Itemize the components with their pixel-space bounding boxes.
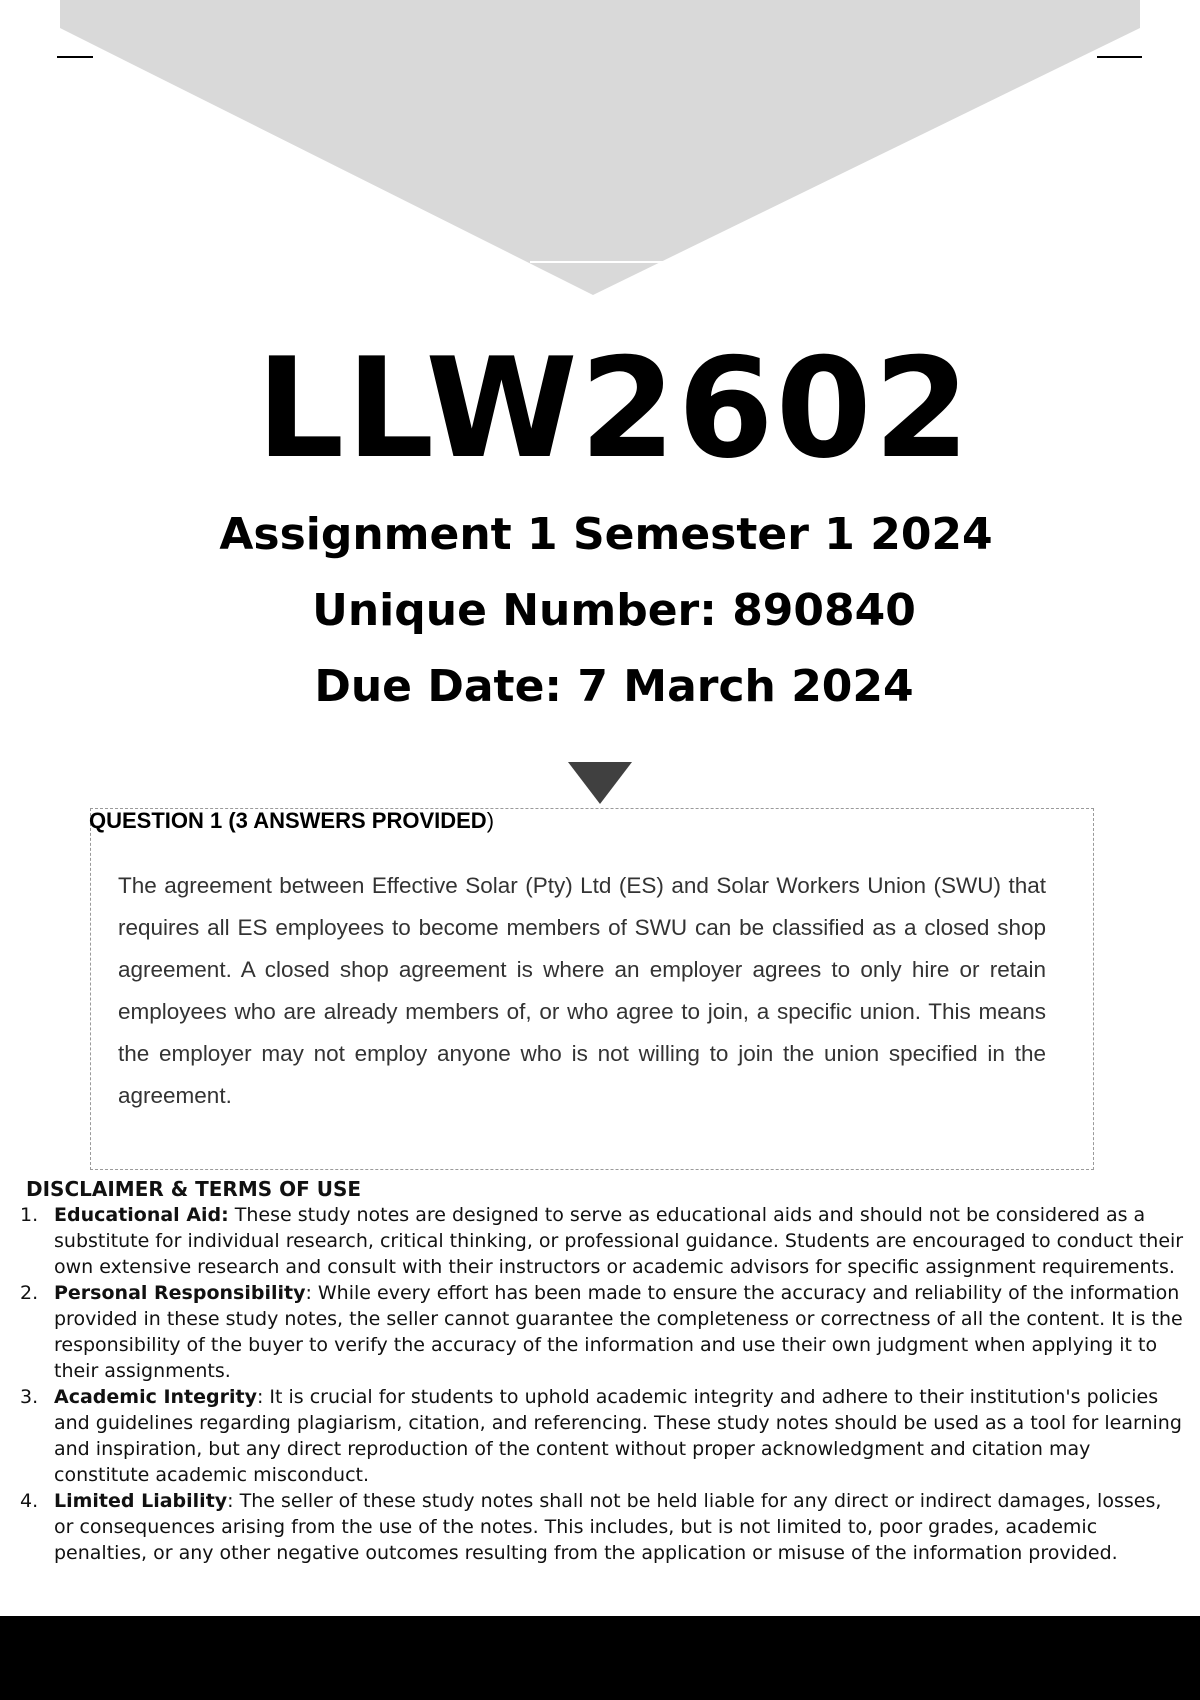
term-text: : It is crucial for students to uphold academic integrity and adhere to their institution's policies and guidelines regarding plagiarism, citation, and referencing. These study notes should be used as a tool for learning and inspiration, but any direct reproduction of the content without proper acknowledgment and citation may constitute academic misconduct. <box>54 1386 1182 1486</box>
disclaimer-section <box>20 1176 1185 1566</box>
down-triangle-icon <box>568 762 632 804</box>
term-number: 2. <box>20 1282 39 1304</box>
header-chevron-banner <box>0 0 1200 300</box>
term-title: Personal Responsibility <box>54 1282 306 1304</box>
term-number: 3. <box>20 1386 39 1408</box>
term-title: Academic Integrity <box>54 1386 257 1408</box>
term-number: 1. <box>20 1204 39 1226</box>
question-heading <box>89 810 494 832</box>
answer-text: The agreement between Effective Solar (Pty) Ltd (ES) and Solar Workers Union (SWU) that requires all ES employees to become members of SWU can be classified as a closed shop agreement. A closed shop agreement is where an employer agrees to only hire or retain employees who are already members of, or who agree to join, a specific union. This means the employer may not employ anyone who is not willing to join the union specified in the agreement. <box>118 873 1046 1108</box>
term-item-personal-responsibility <box>20 1280 1185 1384</box>
term-title: Limited Liability <box>54 1490 228 1512</box>
course-code: LLW2602 <box>256 328 972 489</box>
due-date-line <box>14 661 1200 712</box>
term-number: 4. <box>20 1490 39 1512</box>
disclaimer-heading: DISCLAIMER & TERMS OF USE <box>26 1177 362 1201</box>
due-date-value: 7 March 2024 <box>577 661 914 712</box>
question-heading-text: QUESTION 1 (3 ANSWERS PROVIDED <box>89 808 487 833</box>
footer-bar <box>0 1616 1200 1700</box>
unique-number-label: Unique Number: <box>312 585 717 636</box>
term-text: : While every effort has been made to ensure the accuracy and reliability of the information provided in these study notes, the seller cannot guarantee the completeness or correctness of all the content. It is the responsibility of the buyer to verify the accuracy of the information and use their own judgment when applying it to their assignments. <box>54 1282 1183 1382</box>
terms-list <box>20 1202 1185 1566</box>
assignment-line: Assignment 1 Semester 1 2024 <box>219 509 993 560</box>
term-item-academic-integrity <box>20 1384 1185 1488</box>
term-text: These study notes are designed to serve as educational aids and should not be considered as a substitute for individual research, critical thinking, or professional guidance. Students are encouraged to conduct their own extensive research and consult with their instructors or academic advisors for specific assignment requirements. <box>54 1204 1184 1278</box>
term-text: : The seller of these study notes shall not be held liable for any direct or indirect damages, losses, or consequences arising from the use of the notes. This includes, but is not limited to, poor grades, academic penalties, or any other negative outcomes resulting from the application or misuse of the information provided. <box>54 1490 1162 1564</box>
unique-number-value: 890840 <box>732 585 916 636</box>
term-title: Educational Aid: <box>54 1204 229 1226</box>
question-heading-paren: ) <box>486 808 495 833</box>
due-date-label: Due Date: <box>314 661 563 712</box>
term-item-limited-liability <box>20 1488 1185 1566</box>
unique-number-line <box>14 585 1200 636</box>
term-item-educational-aid <box>20 1202 1185 1280</box>
